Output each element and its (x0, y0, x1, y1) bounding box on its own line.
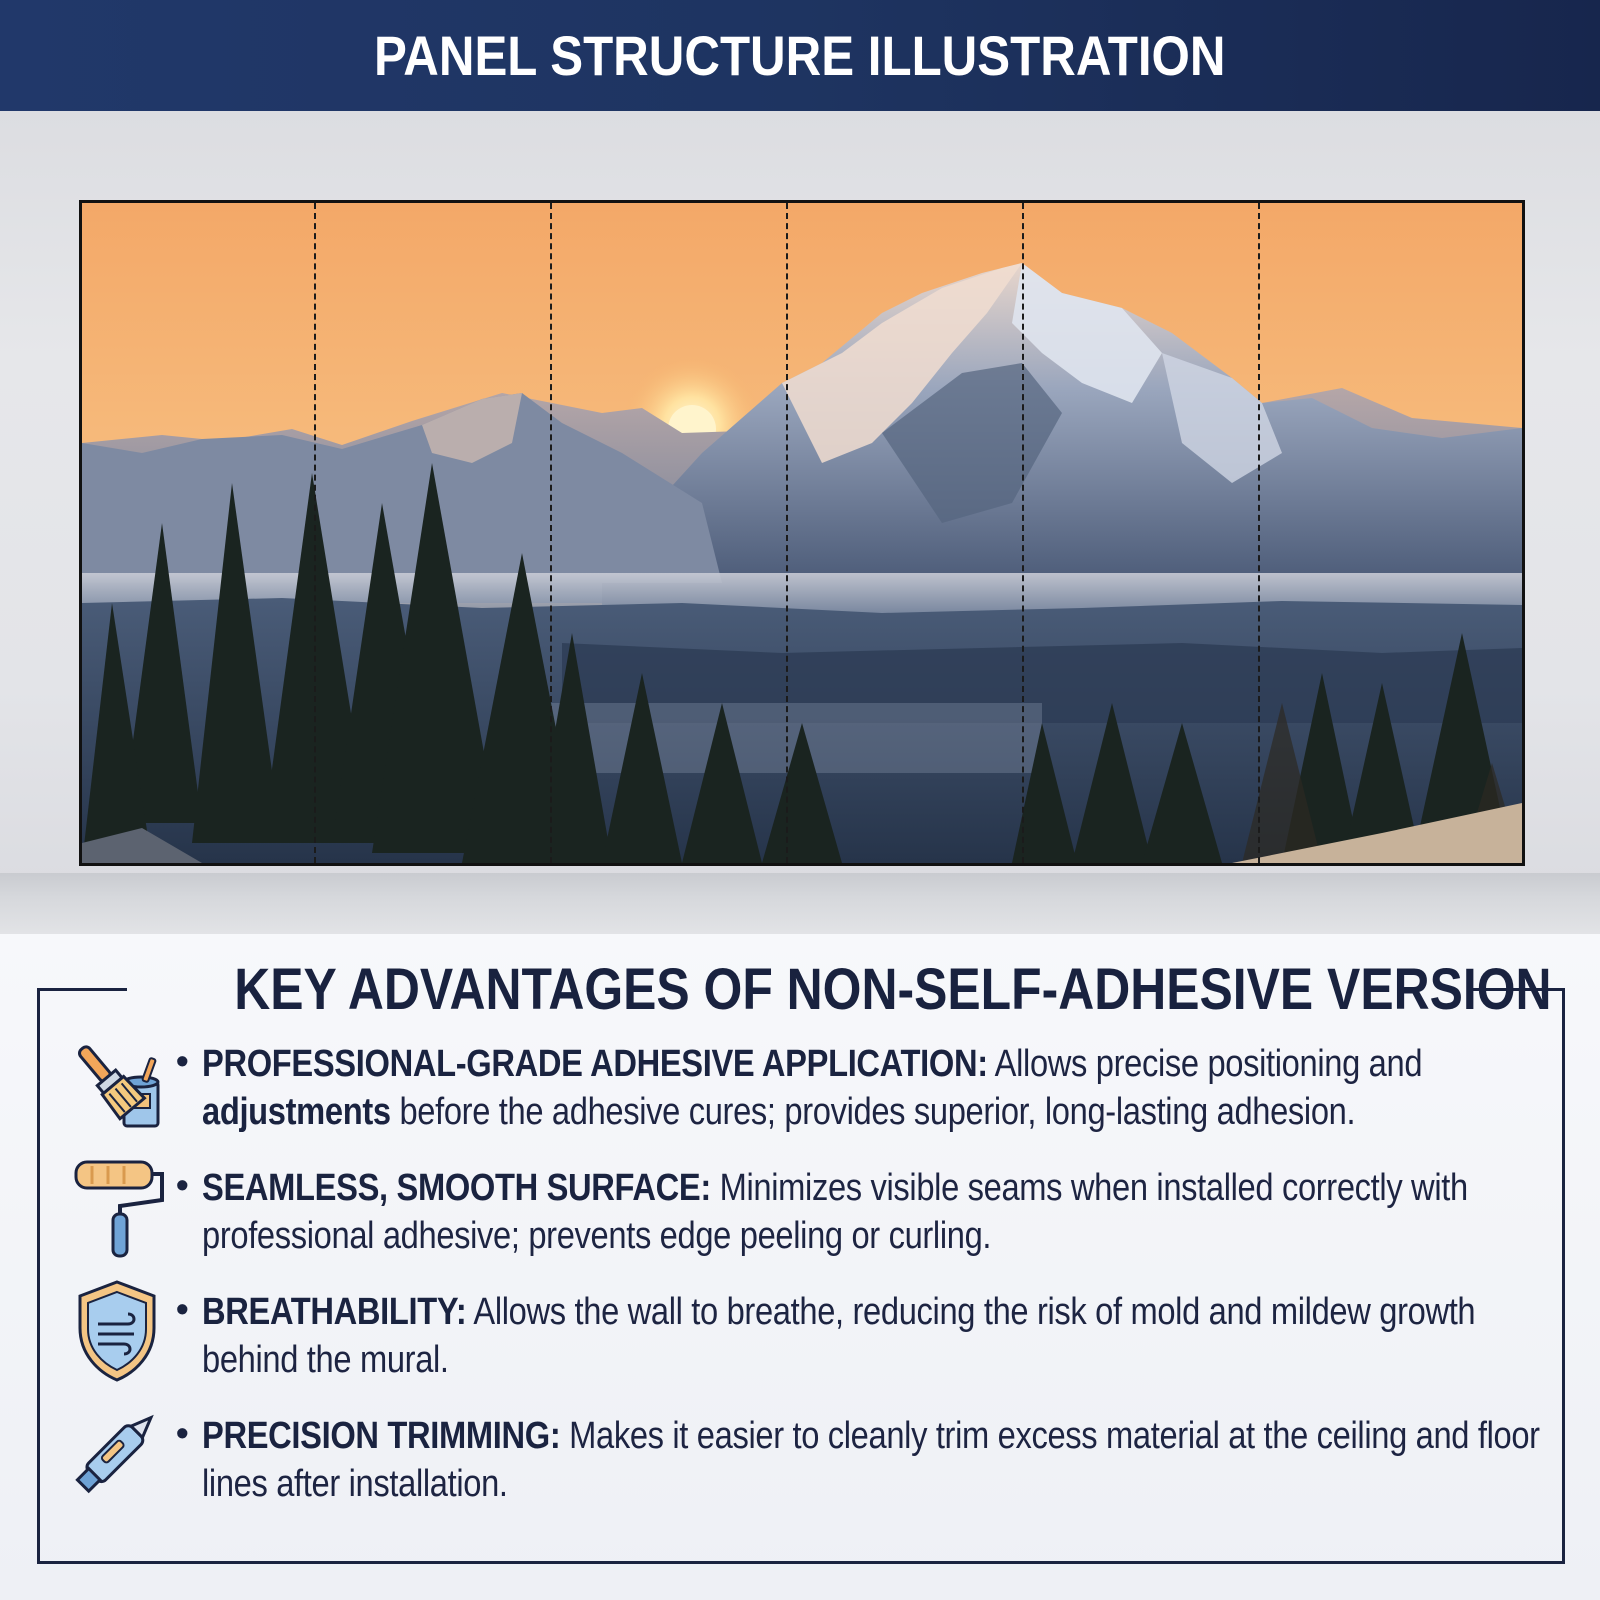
panel-seam-line (1022, 203, 1024, 863)
mural-image (79, 200, 1525, 866)
utility-knife-icon (62, 1398, 172, 1508)
advantage-heading: BREATHABILITY: (202, 1291, 467, 1333)
bullet: • (176, 1288, 189, 1329)
advantages-title: KEY ADVANTAGES OF NON-SELF-ADHESIVE VERSION (234, 957, 1552, 1022)
paint-brush-bucket-icon (62, 1030, 172, 1140)
breathable-shield-icon (62, 1276, 172, 1386)
advantage-text: PRECISION TRIMMING: Makes it easier to cleanly trim excess material at the ceiling and floor lines after installation. (202, 1415, 1540, 1505)
panel-seam-line (314, 203, 316, 863)
paint-roller-icon (62, 1154, 172, 1264)
page-title: PANEL STRUCTURE ILLUSTRATION (374, 24, 1226, 87)
advantage-heading: PRECISION TRIMMING: (202, 1415, 561, 1457)
bullet: • (176, 1412, 189, 1453)
advantage-heading: SEAMLESS, SMOOTH SURFACE: (202, 1167, 711, 1209)
advantage-text: SEAMLESS, SMOOTH SURFACE: Minimizes visible seams when installed correctly with professional adhesive; prevents edge peeling or curling. (202, 1167, 1468, 1257)
bullet: • (176, 1040, 189, 1081)
advantage-emphasis: adjustments (202, 1091, 391, 1133)
advantage-heading: PROFESSIONAL-GRADE ADHESIVE APPLICATION: (202, 1043, 988, 1085)
header-banner (0, 0, 1600, 111)
frame-top-line-left (37, 988, 127, 991)
panel-seam-line (550, 203, 552, 863)
advantage-text: BREATHABILITY: Allows the wall to breathe, reducing the risk of mold and mildew growth behind the mural. (202, 1291, 1476, 1381)
bullet: • (176, 1164, 189, 1205)
advantage-text: PROFESSIONAL-GRADE ADHESIVE APPLICATION: Allows precise positioning and adjustments before the adhesive cures; provides superior, long-lasting adhesion. (202, 1043, 1423, 1133)
mountain-landscape-illustration (82, 203, 1522, 863)
panel-seam-line (786, 203, 788, 863)
room-floor (0, 873, 1600, 934)
panel-seam-line (1258, 203, 1260, 863)
